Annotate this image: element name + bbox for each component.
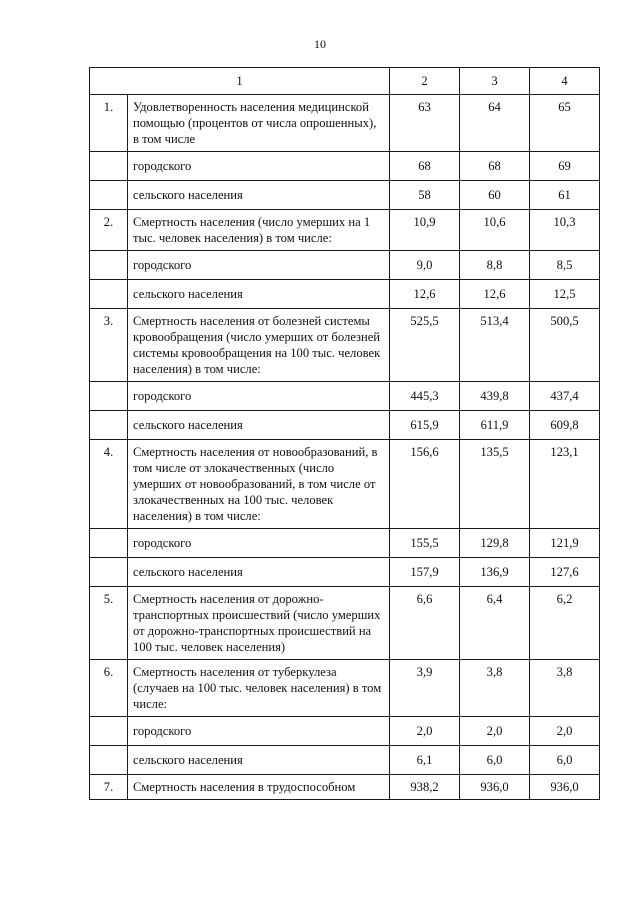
value-col-3: 513,4 [460,309,530,382]
row-number [90,558,128,587]
table-subrow [90,181,600,210]
value-col-2: 3,9 [390,660,460,717]
row-number [90,746,128,775]
table-row [90,660,600,717]
value-col-3: 68 [460,152,530,181]
value-col-3: 2,0 [460,717,530,746]
value-col-2: 12,6 [390,280,460,309]
value-col-4: 3,8 [530,660,600,717]
table-subrow [90,717,600,746]
value-col-3: 64 [460,95,530,152]
value-col-4: 936,0 [530,775,600,800]
value-col-3: 6,0 [460,746,530,775]
value-col-4: 10,3 [530,210,600,251]
value-col-2: 58 [390,181,460,210]
table-subrow [90,411,600,440]
value-col-3: 60 [460,181,530,210]
value-col-4: 12,5 [530,280,600,309]
value-col-4: 65 [530,95,600,152]
value-col-4: 69 [530,152,600,181]
table-row [90,309,600,382]
value-col-2: 68 [390,152,460,181]
value-col-4: 61 [530,181,600,210]
row-label: сельского населения [128,411,390,440]
value-col-2: 2,0 [390,717,460,746]
row-number [90,152,128,181]
table-body [90,68,600,800]
page-number: 10 [314,37,326,51]
table-subrow [90,746,600,775]
value-col-2: 938,2 [390,775,460,800]
value-col-2: 615,9 [390,411,460,440]
row-number [90,181,128,210]
table-subrow [90,529,600,558]
value-col-2: 156,6 [390,440,460,529]
row-label: сельского населения [128,746,390,775]
row-label: городского [128,717,390,746]
value-col-4: 2,0 [530,717,600,746]
table-row [90,95,600,152]
table-header-row [90,68,600,95]
table-row [90,440,600,529]
value-col-3: 12,6 [460,280,530,309]
value-col-3: 6,4 [460,587,530,660]
value-col-4: 121,9 [530,529,600,558]
row-number [90,717,128,746]
row-label: городского [128,529,390,558]
value-col-3: 611,9 [460,411,530,440]
row-label: Смертность населения от болезней системы кровообращения (число умерших от болезней системы кровообращения на 100 тыс. человек населения) в том числе: [128,309,390,382]
row-label: Смертность населения в трудоспособном [128,775,390,800]
table-row [90,587,600,660]
table-subrow [90,280,600,309]
value-col-2: 10,9 [390,210,460,251]
header-cell-2: 2 [390,68,460,95]
header-cell-1: 1 [90,68,390,95]
table-subrow [90,251,600,280]
table-subrow [90,152,600,181]
row-label: Смертность населения от туберкулеза (случаев на 100 тыс. человек населения) в том числе: [128,660,390,717]
value-col-4: 500,5 [530,309,600,382]
table-subrow [90,558,600,587]
row-number: 3. [90,309,128,382]
row-number: 1. [90,95,128,152]
row-number: 2. [90,210,128,251]
value-col-2: 155,5 [390,529,460,558]
value-col-2: 63 [390,95,460,152]
value-col-3: 439,8 [460,382,530,411]
table-subrow [90,382,600,411]
row-label: Смертность населения от новообразований, в том числе от злокачественных (число умерших от новообразований, в том числе от злокачественных на 100 тыс. человек населения) в том числе: [128,440,390,529]
value-col-3: 10,6 [460,210,530,251]
value-col-4: 127,6 [530,558,600,587]
table-row [90,210,600,251]
row-number: 7. [90,775,128,800]
value-col-4: 609,8 [530,411,600,440]
row-number: 4. [90,440,128,529]
value-col-3: 136,9 [460,558,530,587]
row-label: Смертность населения (число умерших на 1 тыс. человек населения) в том числе: [128,210,390,251]
row-label: городского [128,251,390,280]
value-col-4: 6,0 [530,746,600,775]
header-cell-4: 4 [530,68,600,95]
row-label: городского [128,152,390,181]
row-number: 6. [90,660,128,717]
row-number [90,411,128,440]
value-col-2: 157,9 [390,558,460,587]
row-number [90,280,128,309]
indicators-table [89,67,600,800]
value-col-3: 936,0 [460,775,530,800]
row-label: сельского населения [128,181,390,210]
value-col-2: 6,1 [390,746,460,775]
row-label: сельского населения [128,280,390,309]
row-number: 5. [90,587,128,660]
value-col-2: 6,6 [390,587,460,660]
row-number [90,382,128,411]
value-col-2: 525,5 [390,309,460,382]
value-col-4: 8,5 [530,251,600,280]
row-label: городского [128,382,390,411]
row-number [90,251,128,280]
value-col-4: 123,1 [530,440,600,529]
value-col-2: 9,0 [390,251,460,280]
value-col-3: 129,8 [460,529,530,558]
value-col-3: 8,8 [460,251,530,280]
row-label: Удовлетворенность населения медицинской помощью (процентов от числа опрошенных), в том числе [128,95,390,152]
row-label: сельского населения [128,558,390,587]
value-col-2: 445,3 [390,382,460,411]
value-col-3: 3,8 [460,660,530,717]
value-col-3: 135,5 [460,440,530,529]
row-number [90,529,128,558]
row-label: Смертность населения от дорожно-транспортных происшествий (число умерших от дорожно-транспортных происшествий на 100 тыс. человек населения) [128,587,390,660]
value-col-4: 437,4 [530,382,600,411]
value-col-4: 6,2 [530,587,600,660]
header-cell-3: 3 [460,68,530,95]
table-row [90,775,600,800]
